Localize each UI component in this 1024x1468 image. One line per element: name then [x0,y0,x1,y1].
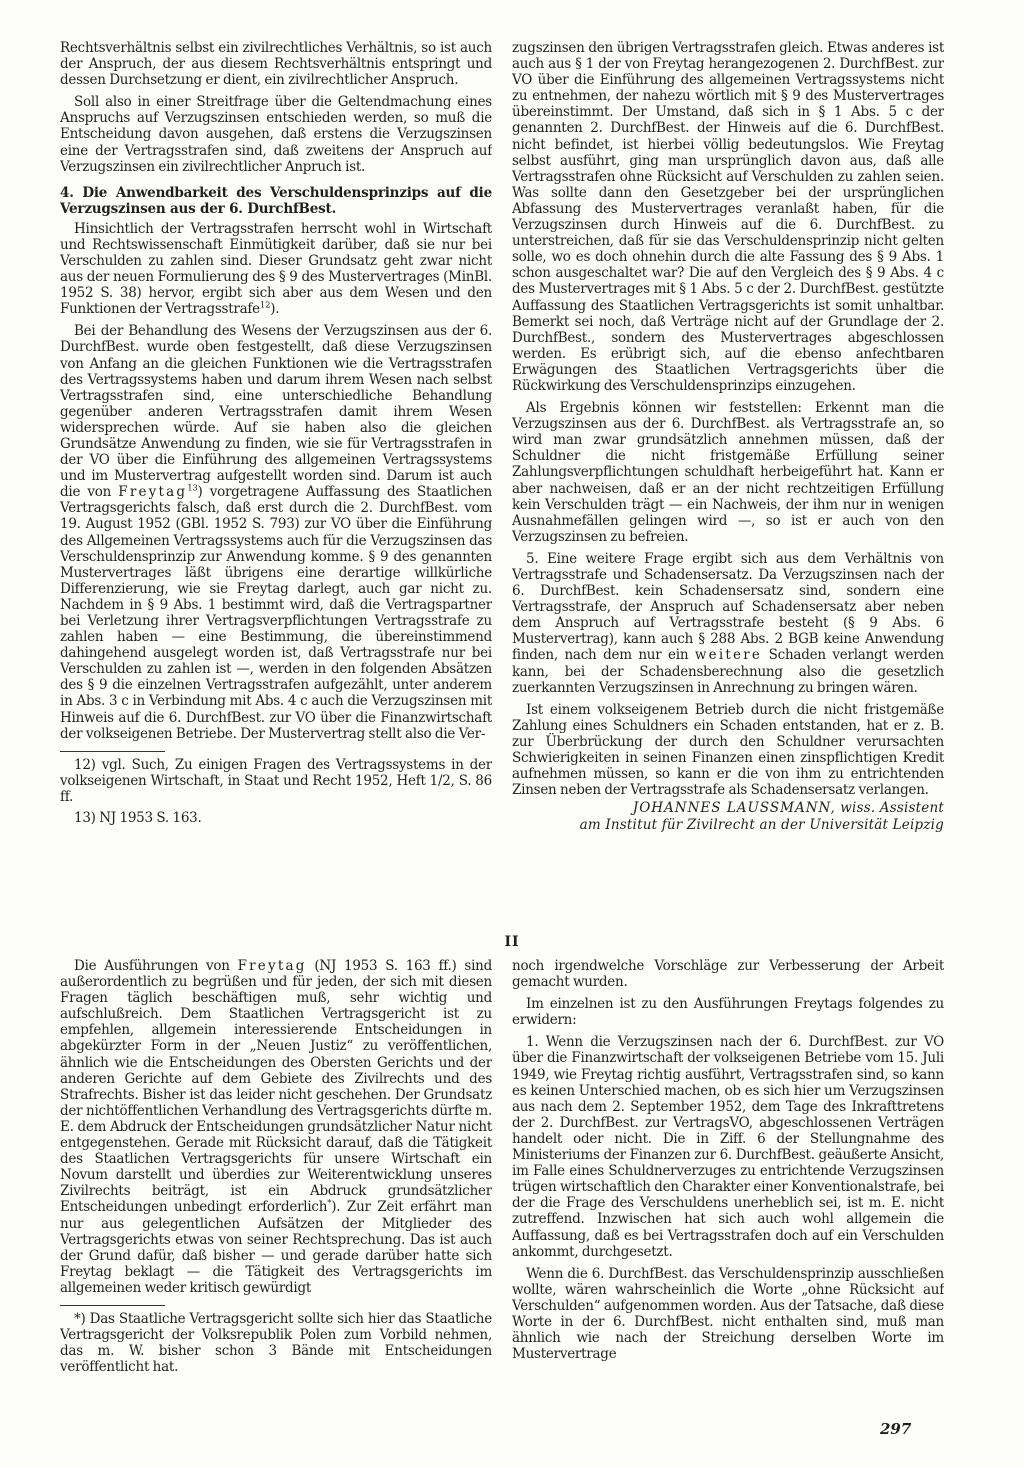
paragraph: 1. Wenn die Verzugszinsen nach der 6. DurchfBest. zur VO über die Finanzwirtschaft der volkseigenen Betriebe vom 15. Juli 1949, wie Freytag richtig ausführt, Vertragsstrafen sind, so kann es keinen Unterschied machen, ob es sich hier um Verzugszinsen aus nach dem 2. September 1952, dem Tage des Inkrafttretens der 2. DurchfBest. zur VertragsVO, abgeschlossenen Verträgen handelt oder nicht. Die in Ziff. 6 der Stellungnahme des Ministeriums der Finanzen zur 6. DurchfBest. geäußerte Ansicht, im Falle eines Schuldnerverzuges zu entrichtende Verzugszinsen trügen wirtschaftlich den Charakter einer Konventionalstrafe, bei der die Frage des Verschuldens unerheblich sei, ist m. E. nicht zutreffend. Inzwischen hat sich auch wohl allgemein die Auffassung, daß es bei Vertragsstrafen doch auf ein Verschulden ankommt, durchgesetzt. [512,1034,944,1260]
paragraph: Rechtsverhältnis selbst ein zivilrechtliches Verhältnis, so ist auch der Anspruch, der aus diesem Rechtsverhältnis entspringt und dessen Durchsetzung er dient, ein zivilrechtlicher Anspruch. [60,40,492,89]
lower-right-column [512,958,944,1398]
upper-right-column [512,40,944,920]
paragraph: Hinsichtlich der Vertragsstrafen herrscht wohl in Wirtschaft und Rechtswissenschaft Einmütigkeit darüber, daß sie nur bei Verschulden zu zahlen sind. Dieser Grundsatz geht zwar nicht aus der neuen Formulierung des § 9 des Mustervertrages (MinBl. 1952 S. 38) hervor, ergibt sich aber aus dem Wesen und den Funktionen der Vertragsstrafe$^{12}$). [60,220,492,318]
footnote: 12) vgl. Such, Zu einigen Fragen des Vertragssystems in der volkseigenen Wirtschaft, in Staat und Recht 1952, Heft 1/2, S. 86 ff. [60,756,492,805]
paragraph: Im einzelnen ist zu den Ausführungen Freytags folgendes zu erwidern: [512,996,944,1029]
author-name: Freytag [237,958,307,974]
footnote: *) Das Staatliche Vertragsgericht sollte sich hier das Staatliche Vertragsgericht der Volksrepublik Polen zum Vorbild nehmen, das m. W. bisher schon 3 Bände mit Entscheidungen veröffentlicht hat. [60,1310,492,1376]
paragraph: Bei der Behandlung des Wesens der Verzugszinsen aus der 6. DurchfBest. wurde oben festgestellt, daß diese Verzugszinsen von Anfang an die gleichen Funktionen wie die Vertragsstrafen des Vertragssystems haben und darum ihrem Wesen nach selbst Vertragsstrafen sind, eine unterschiedliche Behandlung gegenüber anderen Vertragsstrafen damit ihrem Wesen widersprechen würde. Auf sie haben also die gleichen Grundsätze Anwendung zu finden, wie sie für Vertragsstrafen in der VO über die Einführung des allgemeinen Vertragssystems und im Mustervertrag aufgestellt worden sind. Darum ist auch die von Freytag$^{13}$) vorgetragene Auffassung des Staatlichen Vertragsgerichts falsch, daß erst durch die 2. DurchfBest. vom 19. August 1952 (GBl. 1952 S. 793) zur VO über die Einführung des Allgemeinen Vertragssystems auch für die Verzugszinsen das Verschuldensprinzip zur Anwendung komme. § 9 des genannten Mustervertrages läßt übrigens eine derartige willkürliche Differenzierung, wie sie Freytag darlegt, auch gar nicht zu. Nachdem in § 9 Abs. 1 bestimmt wird, daß die Vertragspartner bei Verletzung ihrer Vertragsverpflichtungen Vertragsstrafe zu zahlen haben — eine Bestimmung, die übereinstimmend dahingehend ausgelegt worden ist, daß Vertragsstrafe nur bei Verschulden zu zahlen ist —, werden in den folgenden Absätzen des § 9 die einzelnen Vertragsstrafen aufgezählt, unter anderem in Abs. 3 c in Verbindung mit Abs. 4 c auch die Verzugszinsen mit Hinweis auf die 6. DurchfBest. zur VO über die Finanzwirtschaft der volkseigenen Betriebe. Der Mustervertrag stellt also die Ver- [60,323,492,742]
page-number: 297 [880,1420,912,1438]
footnote-ref: 12 [259,300,271,311]
footnote-ref: 13 [187,483,198,494]
paragraph: noch irgendwelche Vorschläge zur Verbesserung der Arbeit gemacht wurden. [512,958,944,991]
footnote-rule [60,751,165,752]
paragraph: Ist einem volkseigenem Betrieb durch die nicht fristgemäße Zahlung eines Schuldners ein Schaden entstanden, hat er z. B. zur Überbrückung der durch den Schuldner verursachten Schwierigkeiten in seinen Finanzen einen zinspflichtigen Kredit aufnehmen müssen, so kann er die von ihm zu entrichtenden Zinsen neben der Vertragsstrafe als Schadensersatz verlangen. [512,701,944,799]
footnote: 13) NJ 1953 S. 163. [74,810,202,827]
paragraph: zugszinsen den übrigen Vertragsstrafen gleich. Etwas anderes ist auch aus § 1 der von Freytag herangezogenen 2. DurchfBest. zur VO über die Einführung des allgemeinen Vertragssystems nicht zu entnehmen, der nahezu wörtlich mit § 9 des Mustervertrages übereinstimmt. Der Umstand, daß sich in § 1 Abs. 5 c der genannten 2. DurchfBest. der Hinweis auf die 6. DurchfBest. nicht befindet, ist hierbei völlig bedeutungslos. Wie Freytag selbst ausführt, ging man ursprünglich davon aus, daß alle Vertragsstrafen ohne Rücksicht auf Verschulden zu zahlen seien. Was sollte dann den Gesetzgeber bei der ursprünglichen Abfassung des Mustervertrages veranlaßt haben, für die Verzugszinsen durch Hinweis auf die 6. DurchfBest. zu unterstreichen, daß für sie das Verschuldensprinzip nicht gelten solle, wo es doch ohnehin durch die alte Fassung des § 9 Abs. 1 schon ausgeschaltet war? Die auf den Vergleich des § 9 Abs. 4 c des Mustervertrages mit § 1 Abs. 5 c der 2. DurchfBest. gestützte Auffassung des Staatlichen Vertragsgerichts ist somit unhaltbar. Bemerkt sei noch, daß Verträge nicht auf der Grundlage der 2. DurchfBest., sondern des Mustervertrages abgeschlossen werden. Es erübrigt sich, auf die ebenso anfechtbaren Erwägungen des Staatlichen Vertragsgerichts über die Rückwirkung des Verschuldensprinzips einzugehen. [512,40,944,394]
section-heading: 4. Die Anwendbarkeit des Verschuldensprinzips auf die Verzugszinsen aus der 6. DurchfBest. [60,184,492,217]
section-number: II [504,934,520,950]
author-signature [512,800,944,833]
paragraph: Soll also in einer Streitfrage über die Geltendmachung eines Anspruchs auf Verzugszinsen entschieden werden, so muß die Entscheidung davon ausgehen, daß erstens die Verzugszinsen eine der Vertragsstrafen sind, daß zweitens der Anspruch auf Verzugszinsen ein zivilrechtlicher Anpruch ist. [60,94,492,175]
lower-left-column [60,958,492,1398]
footnote-rule [60,1305,165,1306]
author-institution: am Institut für Zivilrecht an der Universität Leipzig [579,816,944,833]
paragraph: Als Ergebnis können wir feststellen: Erkennt man die Verzugszinsen aus der 6. DurchfBest. als Vertragsstrafe an, so wird man zwar grundsätzlich annehmen müssen, daß der Schuldner die nicht fristgemäße Erfüllung seiner Zahlungsverpflichtungen schuldhaft herbeigeführt hat. Kann er aber nachweisen, daß er an der nicht rechtzeitigen Erfüllung kein Verschulden trägt — ein Nachweis, der ihm nur in wenigen Ausnahmefällen gelingen wird —, so ist er auch von den Verzugszinsen zu befreien. [512,400,944,545]
paragraph: Die Ausführungen von Freytag (NJ 1953 S. 163 ff.) sind außerordentlich zu begrüßen und für jeden, der sich mit diesen Fragen täglich beschäftigen muß, sehr wichtig und aufschlußreich. Dem Staatlichen Vertragsgericht ist zu empfehlen, allgemein interessierende Entscheidungen in abgekürzter Form in der „Neuen Justiz“ zu veröffentlichen, ähnlich wie die Entscheidungen des Obersten Gerichts und der anderen Gerichte auf dem Gebiete des Zivilrechts und des Strafrechts. Bisher ist das leider nicht geschehen. Der Grundsatz der nichtöffentlichen Verhandlung des Vertragsgerichts dürfte m. E. dem Abdruck der Entscheidungen grundsätzlicher Natur nicht entgegenstehen. Gerade mit Rücksicht darauf, daß die Tätigkeit des Staatlichen Vertragsgerichts für unsere Wirtschaft ein Novum darstellt und überdies zur Weiterentwicklung unseres Zivilrechts beiträgt, ist ein Abdruck grundsätzlicher Entscheidungen unbedingt erforderlich*). Zur Zeit erfährt man nur aus gelegentlichen Aufsätzen der Mitglieder des Vertragsgerichts etwas von seiner Rechtsprechung. Das ist auch der Grund dafür, daß bisher — und gerade darüber hatte sich Freytag beklagt — die Tätigkeit des Vertragsgerichts im allgemeinen weder kritisch gewürdigt [60,958,492,1296]
paragraph: 5. Eine weitere Frage ergibt sich aus dem Verhältnis von Vertragsstrafe und Schadensersatz. Da Verzugszinsen nach der 6. DurchfBest. kein Schadensersatz sind, sondern eine Vertragsstrafe, der Anspruch auf Schadensersatz aber neben dem Anspruch auf Vertragsstrafe besteht (§ 9 Abs. 6 Mustervertrag), kann auch § 288 Abs. 2 BGB keine Anwendung finden, nach dem nur ein weitere Schaden verlangt werden kann, bei der Schadensberechnung also die gesetzlich zuerkannten Verzugszinsen in Anrechnung zu bringen wären. [512,550,944,696]
author-name: JOHANNES LAUSSMANN, [632,800,836,817]
upper-left-column [60,40,492,920]
author-name: Freytag [118,484,188,501]
author-title: wiss. Assistent [840,800,944,817]
footnote-ref: * [327,1198,332,1209]
paragraph: Wenn die 6. DurchfBest. das Verschuldensprinzip ausschließen wollte, wären wahrscheinlich die Worte „ohne Rücksicht auf Verschulden“ aufgenommen worden. Aus der Tatsache, daß diese Worte in der 6. DurchfBest. nicht enthalten sind, muß man ähnlich wie nach der Streichung derselben Worte im Mustervertrage [512,1265,944,1363]
spaced-word: weitere [694,647,763,664]
